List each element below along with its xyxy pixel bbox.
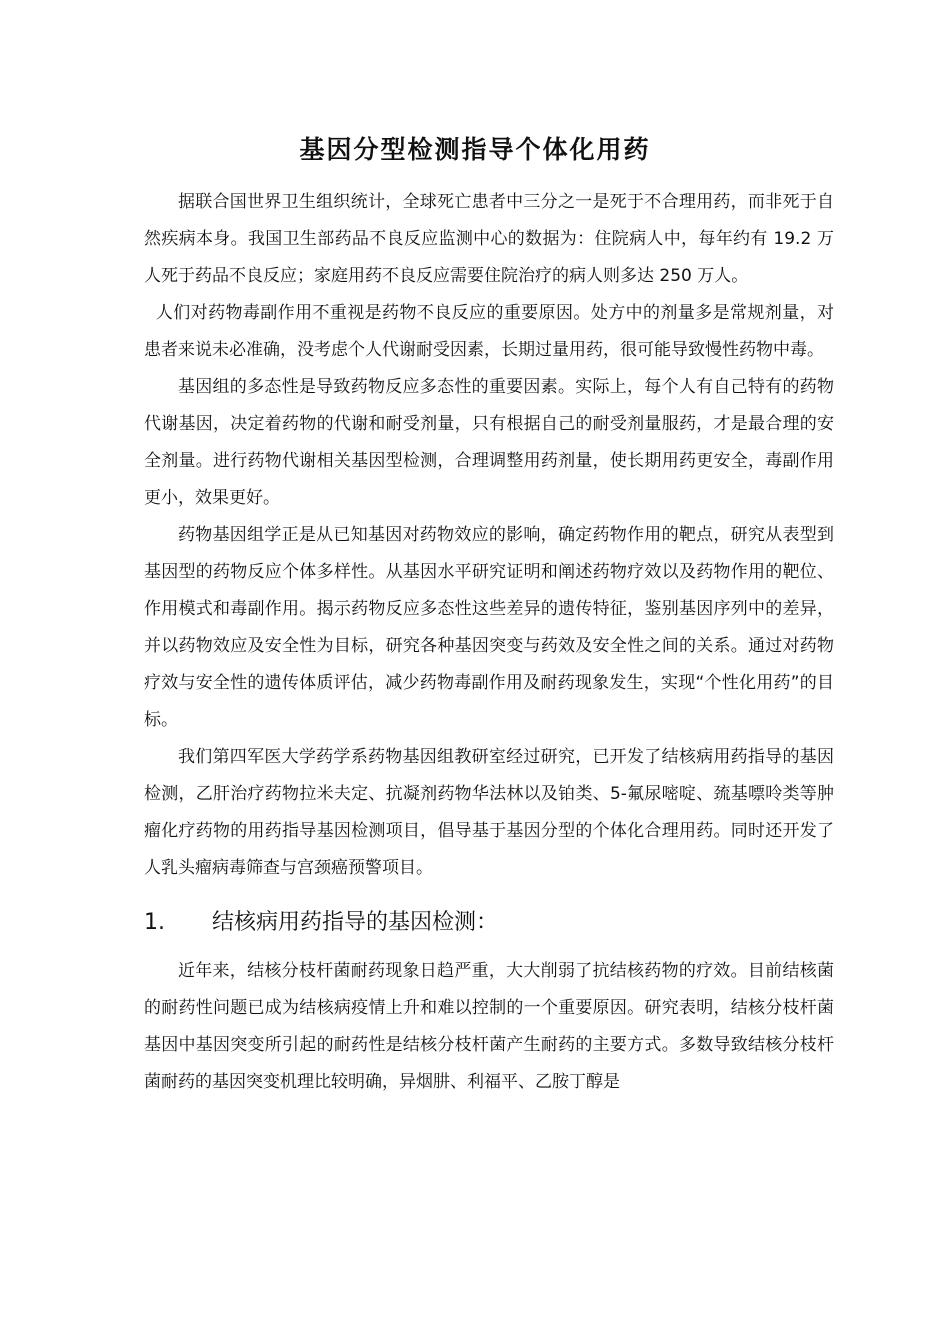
- paragraph-drug-toxicity: 人们对药物毒副作用不重视是药物不良反应的重要原因。处方中的剂量多是常规剂量，对患者来说未必准确，没考虑个人代谢耐受因素，长期过量用药，很可能导致慢性药物中毒。: [144, 303, 834, 360]
- paragraph-tb-resistance: 近年来，结核分枝杆菌耐药现象日趋严重，大大削弱了抗结核药物的疗效。目前结核菌的耐药性问题已成为结核病疫情上升和难以控制的一个重要原因。研究表明，结核分枝杆菌基因中基因突变所引起的耐药性是结核分枝杆菌产生耐药的主要方式。多数导致结核分枝杆菌耐药的基因突变机理比较明确，异烟肼、利福平、乙胺丁醇是: [144, 961, 834, 1092]
- paragraph-genome-polymorphism: 基因组的多态性是导致药物反应多态性的重要因素。实际上，每个人有自己特有的药物代谢基因，决定着药物的代谢和耐受剂量，只有根据自己的耐受剂量服药，才是最合理的安全剂量。进行药物代谢相关基因型检测，合理调整用药剂量，使长期用药更安全，毒副作用更小，效果更好。: [144, 377, 834, 508]
- document-title: 基因分型检测指导个体化用药: [299, 135, 651, 164]
- paragraph-pharmacogenomics: 药物基因组学正是从已知基因对药物效应的影响，确定药物作用的靶点，研究从表型到基因型的药物反应个体多样性。从基因水平研究证明和阐述药物疗效以及药物作用的靶位、作用模式和毒副作用。揭示药物反应多态性这些差异的遗传特征，鉴别基因序列中的差异，并以药物效应及安全性为目标，研究各种基因突变与药效及安全性之间的关系。通过对药物疗效与安全性的遗传体质评估，减少药物毒副作用及耐药现象发生，实现“个性化用药”的目标。: [144, 525, 834, 730]
- document-body: [144, 184, 834, 1101]
- section-1-heading: [144, 903, 834, 943]
- paragraph-our-research: 我们第四军医大学药学系药物基因组教研室经过研究，已开发了结核病用药指导的基因检测，乙肝治疗药物拉米夫定、抗凝剂药物华法林以及铂类、5-氟尿嘧啶、巯基嘌呤类等肿瘤化疗药物的用药指导基因检测项目，倡导基于基因分型的个体化合理用药。同时还开发了人乳头瘤病毒筛查与宫颈癌预警项目。: [144, 747, 834, 878]
- paragraph-who-statistics: 据联合国世界卫生组织统计，全球死亡患者中三分之一是死于不合理用药，而非死于自然疾病本身。我国卫生部药品不良反应监测中心的数据为：住院病人中，每年约有 19.2 万人死于药品不良反应；家庭用药不良反应需要住院治疗的病人则多达 250 万人。: [144, 192, 834, 286]
- section-1-title: 结核病用药指导的基因检测：: [212, 910, 499, 935]
- section-1-number: 1.: [144, 910, 165, 935]
